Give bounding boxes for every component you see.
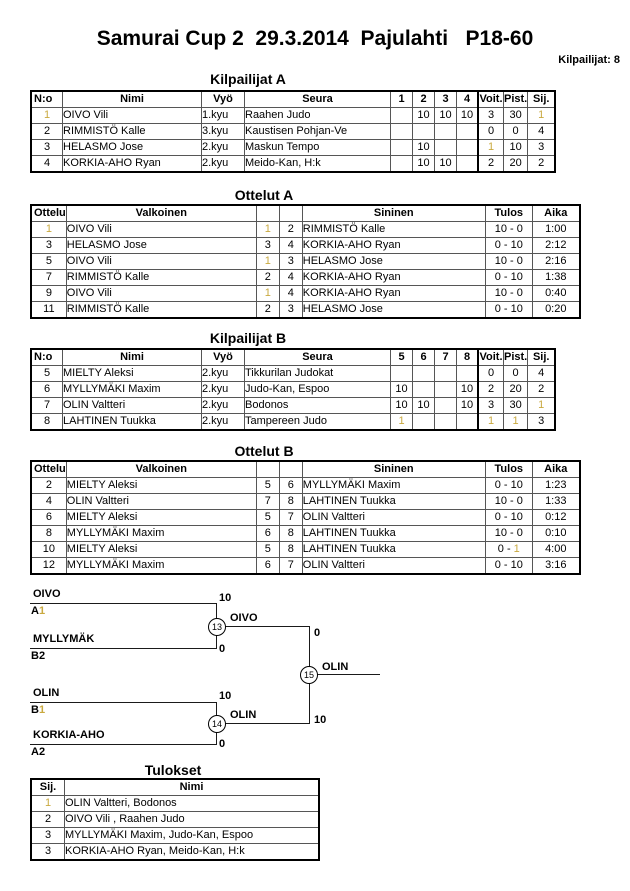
bracket-line bbox=[316, 674, 380, 675]
table-cell: 30 bbox=[504, 108, 528, 124]
table-cell bbox=[413, 414, 435, 431]
table-cell: 6 bbox=[31, 510, 66, 526]
table-cell: 10 bbox=[391, 382, 413, 398]
table-cell bbox=[457, 124, 479, 140]
table-cell: MYLLYMÄKI Maxim bbox=[66, 558, 256, 575]
column-header: Sij. bbox=[31, 779, 65, 796]
table-cell bbox=[391, 156, 413, 173]
table-cell: 2 bbox=[478, 156, 504, 173]
table-cell: 5 bbox=[256, 510, 279, 526]
table-cell bbox=[435, 382, 457, 398]
table-cell: 0 - 10 bbox=[485, 478, 532, 494]
table-cell: KORKIA-AHO Ryan bbox=[302, 286, 485, 302]
header-row bbox=[31, 205, 580, 222]
column-header: 3 bbox=[435, 91, 457, 108]
table-cell: 6 bbox=[31, 382, 63, 398]
table-cell: 0:40 bbox=[532, 286, 580, 302]
table-cell: 10 bbox=[391, 398, 413, 414]
column-header: Valkoinen bbox=[66, 205, 256, 222]
table-cell: 1 bbox=[256, 254, 279, 270]
column-header: N:o bbox=[31, 349, 63, 366]
table-cell bbox=[413, 382, 435, 398]
table-cell: MIELTY Aleksi bbox=[66, 542, 256, 558]
table-cell: 5 bbox=[256, 542, 279, 558]
table-cell: MYLLYMÄKI Maxim bbox=[66, 526, 256, 542]
table-row bbox=[31, 796, 319, 812]
table-cell: HELASMO Jose bbox=[66, 238, 256, 254]
table-cell: 10 - 0 bbox=[485, 254, 532, 270]
bracket-seed bbox=[31, 746, 45, 758]
bracket-seed bbox=[31, 605, 45, 617]
column-header: Sininen bbox=[302, 205, 485, 222]
table-cell: 1:00 bbox=[532, 222, 580, 238]
table-cell: 7 bbox=[279, 558, 302, 575]
table-cell: 20 bbox=[504, 382, 528, 398]
header-row bbox=[31, 91, 555, 108]
ottelut-b-table bbox=[30, 460, 581, 575]
table-cell: 0:10 bbox=[532, 526, 580, 542]
score-text: 0 - bbox=[497, 543, 514, 555]
bracket-line bbox=[30, 603, 216, 604]
table-cell: 5 bbox=[31, 254, 66, 270]
column-header: Pist. bbox=[504, 91, 528, 108]
table-cell: 1 bbox=[528, 108, 556, 124]
table-cell: 4 bbox=[31, 156, 63, 173]
table-cell: 0 bbox=[504, 366, 528, 382]
bracket-line bbox=[216, 626, 310, 627]
page-title: Samurai Cup 2 29.3.2014 Pajulahti P18-60 bbox=[96, 27, 534, 50]
table-cell: 3 bbox=[528, 140, 556, 156]
table-cell: 1 bbox=[31, 108, 63, 124]
column-header: Sininen bbox=[302, 461, 485, 478]
table-row bbox=[31, 558, 580, 575]
table-cell: 1 bbox=[31, 796, 65, 812]
table-cell: 6 bbox=[256, 526, 279, 542]
table-row bbox=[31, 140, 555, 156]
table-cell: LAHTINEN Tuukka bbox=[63, 414, 202, 431]
table-cell bbox=[457, 140, 479, 156]
table-cell: 3 bbox=[256, 238, 279, 254]
table-cell: MYLLYMÄKI Maxim bbox=[63, 382, 202, 398]
table-cell: OIVO Vili bbox=[66, 286, 256, 302]
table-cell: OLIN Valtteri bbox=[66, 494, 256, 510]
table-row bbox=[31, 238, 580, 254]
table-cell: 1:38 bbox=[532, 270, 580, 286]
table-cell: 4 bbox=[31, 494, 66, 510]
table-cell: Tikkurilan Judokat bbox=[245, 366, 391, 382]
table-cell: KORKIA-AHO Ryan, Meido-Kan, H:k bbox=[65, 844, 320, 861]
table-row bbox=[31, 812, 319, 828]
table-cell: OLIN Valtteri, Bodonos bbox=[65, 796, 320, 812]
column-header: Seura bbox=[245, 91, 391, 108]
table-row bbox=[31, 366, 555, 382]
table-cell: 1 bbox=[504, 414, 528, 431]
table-row bbox=[31, 222, 580, 238]
table-cell bbox=[391, 124, 413, 140]
table-cell: 9 bbox=[31, 286, 66, 302]
bracket-competitor: OIVO bbox=[33, 588, 61, 600]
table-cell: 10 bbox=[435, 108, 457, 124]
table-cell: 2 bbox=[31, 812, 65, 828]
table-cell: 1 bbox=[478, 414, 504, 431]
column-header: Sij. bbox=[528, 349, 556, 366]
table-cell: 3 bbox=[478, 398, 504, 414]
table-cell: 10 - 0 bbox=[485, 494, 532, 510]
table-cell: 4 bbox=[528, 366, 556, 382]
table-cell: 7 bbox=[279, 510, 302, 526]
table-cell bbox=[435, 398, 457, 414]
table-cell bbox=[435, 366, 457, 382]
column-header: 8 bbox=[457, 349, 479, 366]
header-row bbox=[31, 349, 555, 366]
table-cell: RIMMISTÖ Kalle bbox=[66, 270, 256, 286]
table-cell bbox=[391, 366, 413, 382]
table-cell: 1 bbox=[31, 222, 66, 238]
table-cell: Kaustisen Pohjan-Ve bbox=[245, 124, 391, 140]
table-cell: 7 bbox=[31, 270, 66, 286]
table-cell: 3.kyu bbox=[202, 124, 245, 140]
header-row bbox=[31, 461, 580, 478]
table-cell: 10 bbox=[31, 542, 66, 558]
table-cell: 3 bbox=[528, 414, 556, 431]
table-cell: OLIN Valtteri bbox=[63, 398, 202, 414]
bracket-seed bbox=[31, 704, 45, 716]
column-header: Valkoinen bbox=[66, 461, 256, 478]
table-cell: 3 bbox=[31, 844, 65, 861]
table-cell bbox=[435, 124, 457, 140]
column-header: Nimi bbox=[63, 91, 202, 108]
table-cell: OIVO Vili , Raahen Judo bbox=[65, 812, 320, 828]
table-cell: 2 bbox=[256, 270, 279, 286]
bracket-line bbox=[216, 723, 310, 724]
kilpailijat-b-table bbox=[30, 348, 556, 431]
table-cell: MIELTY Aleksi bbox=[66, 510, 256, 526]
table-cell: LAHTINEN Tuukka bbox=[302, 542, 485, 558]
column-header: Ottelu bbox=[31, 205, 66, 222]
table-cell: Bodonos bbox=[245, 398, 391, 414]
table-cell: 5 bbox=[256, 478, 279, 494]
seed-number: 2 bbox=[38, 746, 46, 758]
bracket-score: 10 bbox=[314, 714, 327, 726]
section-title-tulokset: Tulokset bbox=[144, 762, 202, 778]
table-cell: 5 bbox=[31, 366, 63, 382]
table-cell: 2 bbox=[279, 222, 302, 238]
table-cell: 12 bbox=[31, 558, 66, 575]
table-cell: 6 bbox=[279, 478, 302, 494]
table-cell: 0 - 10 bbox=[485, 558, 532, 575]
bracket-winner: OLIN bbox=[230, 709, 257, 721]
table-cell: 1 bbox=[478, 140, 504, 156]
table-cell: Maskun Tempo bbox=[245, 140, 391, 156]
table-row bbox=[31, 828, 319, 844]
table-cell: 20 bbox=[504, 156, 528, 173]
seed-number: 2 bbox=[38, 650, 46, 662]
table-cell: 1 bbox=[256, 222, 279, 238]
table-cell: 10 bbox=[457, 398, 479, 414]
table-cell: OIVO Vili bbox=[63, 108, 202, 124]
table-cell: 10 bbox=[413, 398, 435, 414]
table-cell bbox=[457, 414, 479, 431]
table-cell: 3 bbox=[279, 254, 302, 270]
table-cell: 4 bbox=[279, 270, 302, 286]
bracket-score: 0 bbox=[314, 627, 321, 639]
table-cell: 0:12 bbox=[532, 510, 580, 526]
table-cell: 10 - 0 bbox=[485, 222, 532, 238]
column-header bbox=[279, 461, 302, 478]
bracket-line bbox=[30, 744, 216, 745]
table-cell: LAHTINEN Tuukka bbox=[302, 526, 485, 542]
table-cell: 2 bbox=[528, 382, 556, 398]
bracket-match-number: 13 bbox=[208, 618, 226, 636]
column-header: Pist. bbox=[504, 349, 528, 366]
table-cell: 1 bbox=[256, 286, 279, 302]
column-header: 6 bbox=[413, 349, 435, 366]
column-header: Voit. bbox=[478, 349, 504, 366]
table-row bbox=[31, 254, 580, 270]
column-header: Sij. bbox=[528, 91, 556, 108]
table-cell: 8 bbox=[279, 494, 302, 510]
bracket-score: 0 bbox=[219, 643, 226, 655]
table-cell bbox=[413, 124, 435, 140]
table-cell: 4:00 bbox=[532, 542, 580, 558]
table-cell: OIVO Vili bbox=[66, 254, 256, 270]
header-row bbox=[31, 779, 319, 796]
score-text: 1 bbox=[513, 543, 520, 555]
table-row bbox=[31, 124, 555, 140]
table-cell: 3 bbox=[31, 828, 65, 844]
section-title-ottelut-b: Ottelut B bbox=[234, 443, 294, 459]
table-cell: 2 bbox=[31, 124, 63, 140]
table-cell: MIELTY Aleksi bbox=[66, 478, 256, 494]
table-cell: 2.kyu bbox=[202, 156, 245, 173]
table-cell: OLIN Valtteri bbox=[302, 510, 485, 526]
table-cell: KORKIA-AHO Ryan bbox=[302, 238, 485, 254]
competitors-count: Kilpailijat: 8 bbox=[558, 54, 620, 66]
table-cell: 2.kyu bbox=[202, 382, 245, 398]
table-row bbox=[31, 844, 319, 861]
table-row bbox=[31, 398, 555, 414]
table-row bbox=[31, 270, 580, 286]
table-cell: 3 bbox=[279, 302, 302, 319]
bracket-score: 0 bbox=[219, 738, 226, 750]
table-row bbox=[31, 156, 555, 173]
table-cell: 3 bbox=[31, 140, 63, 156]
column-header: 2 bbox=[413, 91, 435, 108]
column-header: Nimi bbox=[65, 779, 320, 796]
table-cell: 1:33 bbox=[532, 494, 580, 510]
bracket-line bbox=[30, 648, 216, 649]
table-cell: 0 bbox=[504, 124, 528, 140]
table-cell: 0 bbox=[478, 124, 504, 140]
column-header: Seura bbox=[245, 349, 391, 366]
table-cell: RIMMISTÖ Kalle bbox=[66, 302, 256, 319]
column-header: Nimi bbox=[63, 349, 202, 366]
table-cell: 2 bbox=[528, 156, 556, 173]
table-cell: 10 bbox=[457, 382, 479, 398]
table-cell: 2.kyu bbox=[202, 398, 245, 414]
table-cell: HELASMO Jose bbox=[302, 254, 485, 270]
table-cell bbox=[435, 414, 457, 431]
table-cell: KORKIA-AHO Ryan bbox=[63, 156, 202, 173]
seed-prefix: A bbox=[31, 746, 39, 758]
table-row bbox=[31, 510, 580, 526]
table-cell: 1 bbox=[528, 398, 556, 414]
table-cell: 10 bbox=[435, 156, 457, 173]
table-cell: 4 bbox=[279, 286, 302, 302]
table-cell: HELASMO Jose bbox=[63, 140, 202, 156]
table-cell: Tampereen Judo bbox=[245, 414, 391, 431]
seed-prefix: B bbox=[31, 704, 39, 716]
seed-prefix: A bbox=[31, 605, 39, 617]
seed-prefix: B bbox=[31, 650, 39, 662]
table-row bbox=[31, 414, 555, 431]
table-row bbox=[31, 526, 580, 542]
table-cell: MYLLYMÄKI Maxim bbox=[302, 478, 485, 494]
kilpailijat-a-table bbox=[30, 90, 556, 173]
table-cell: 8 bbox=[279, 542, 302, 558]
table-cell bbox=[457, 156, 479, 173]
column-header bbox=[256, 461, 279, 478]
table-cell: 2:16 bbox=[532, 254, 580, 270]
column-header bbox=[256, 205, 279, 222]
table-cell: LAHTINEN Tuukka bbox=[302, 494, 485, 510]
table-cell: 2.kyu bbox=[202, 414, 245, 431]
tulokset-table bbox=[30, 778, 320, 861]
table-cell: 10 bbox=[413, 108, 435, 124]
table-cell bbox=[457, 366, 479, 382]
table-cell: 8 bbox=[31, 414, 63, 431]
column-header: 7 bbox=[435, 349, 457, 366]
table-cell: 2 bbox=[256, 302, 279, 319]
table-cell: 6 bbox=[256, 558, 279, 575]
table-cell bbox=[413, 366, 435, 382]
column-header: 1 bbox=[391, 91, 413, 108]
table-cell: 10 bbox=[413, 156, 435, 173]
table-cell: 0:20 bbox=[532, 302, 580, 319]
table-cell: 0 - 10 bbox=[485, 270, 532, 286]
table-cell: 2.kyu bbox=[202, 140, 245, 156]
table-cell: 2.kyu bbox=[202, 366, 245, 382]
bracket-competitor: MYLLYMÄK bbox=[33, 633, 95, 645]
table-cell: 2 bbox=[478, 382, 504, 398]
table-row bbox=[31, 302, 580, 319]
table-cell: Raahen Judo bbox=[245, 108, 391, 124]
table-cell: 0 - 10 bbox=[485, 510, 532, 526]
column-header: Aika bbox=[532, 205, 580, 222]
table-cell bbox=[391, 140, 413, 156]
table-cell: 7 bbox=[31, 398, 63, 414]
ottelut-a-table bbox=[30, 204, 581, 319]
table-cell: Judo-Kan, Espoo bbox=[245, 382, 391, 398]
bracket-score: 10 bbox=[219, 592, 232, 604]
table-cell: 2 bbox=[31, 478, 66, 494]
section-title-ottelut-a: Ottelut A bbox=[234, 187, 294, 203]
bracket-winner: OIVO bbox=[230, 612, 258, 624]
column-header: Tulos bbox=[485, 461, 532, 478]
seed-number: 1 bbox=[38, 605, 46, 617]
table-row bbox=[31, 478, 580, 494]
section-title-kilpailijat-a: Kilpailijat A bbox=[210, 71, 286, 87]
table-cell: 3:16 bbox=[532, 558, 580, 575]
table-cell: RIMMISTÖ Kalle bbox=[302, 222, 485, 238]
table-cell: 1 bbox=[391, 414, 413, 431]
table-cell: 2:12 bbox=[532, 238, 580, 254]
table-cell: 8 bbox=[279, 526, 302, 542]
seed-number: 1 bbox=[38, 704, 46, 716]
table-cell: KORKIA-AHO Ryan bbox=[302, 270, 485, 286]
table-cell: 10 bbox=[457, 108, 479, 124]
table-cell: MIELTY Aleksi bbox=[63, 366, 202, 382]
table-cell bbox=[435, 140, 457, 156]
column-header: Ottelu bbox=[31, 461, 66, 478]
table-cell: 3 bbox=[478, 108, 504, 124]
bracket-seed bbox=[31, 650, 45, 662]
section-title-kilpailijat-b: Kilpailijat B bbox=[209, 330, 287, 346]
table-cell bbox=[485, 542, 532, 558]
table-cell: 4 bbox=[279, 238, 302, 254]
table-row bbox=[31, 542, 580, 558]
table-cell: 0 - 10 bbox=[485, 238, 532, 254]
table-cell: 10 - 0 bbox=[485, 526, 532, 542]
bracket-match-number: 14 bbox=[208, 715, 226, 733]
table-cell: 30 bbox=[504, 398, 528, 414]
column-header: Voit. bbox=[478, 91, 504, 108]
column-header: Vyö bbox=[202, 91, 245, 108]
table-cell: 10 bbox=[504, 140, 528, 156]
table-cell: Meido-Kan, H:k bbox=[245, 156, 391, 173]
table-cell: 7 bbox=[256, 494, 279, 510]
table-row bbox=[31, 108, 555, 124]
bracket-score: 10 bbox=[219, 690, 232, 702]
column-header bbox=[279, 205, 302, 222]
table-row bbox=[31, 286, 580, 302]
table-cell: RIMMISTÖ Kalle bbox=[63, 124, 202, 140]
table-cell: 0 - 10 bbox=[485, 302, 532, 319]
table-row bbox=[31, 382, 555, 398]
column-header: 5 bbox=[391, 349, 413, 366]
table-cell: 4 bbox=[528, 124, 556, 140]
table-cell: MYLLYMÄKI Maxim, Judo-Kan, Espoo bbox=[65, 828, 320, 844]
table-cell: 0 bbox=[478, 366, 504, 382]
column-header: N:o bbox=[31, 91, 63, 108]
table-cell: 3 bbox=[31, 238, 66, 254]
bracket-match-number: 15 bbox=[300, 666, 318, 684]
table-cell: HELASMO Jose bbox=[302, 302, 485, 319]
bracket-line bbox=[30, 702, 216, 703]
column-header: 4 bbox=[457, 91, 479, 108]
bracket-competitor: KORKIA-AHO bbox=[33, 729, 105, 741]
table-cell: OIVO Vili bbox=[66, 222, 256, 238]
table-cell: OLIN Valtteri bbox=[302, 558, 485, 575]
table-cell: 10 bbox=[413, 140, 435, 156]
table-row bbox=[31, 494, 580, 510]
table-cell: 10 - 0 bbox=[485, 286, 532, 302]
bracket-competitor: OLIN bbox=[33, 687, 60, 699]
column-header: Aika bbox=[532, 461, 580, 478]
table-cell bbox=[391, 108, 413, 124]
column-header: Tulos bbox=[485, 205, 532, 222]
column-header: Vyö bbox=[202, 349, 245, 366]
table-cell: 11 bbox=[31, 302, 66, 319]
bracket-winner: OLIN bbox=[322, 661, 349, 673]
table-cell: 1:23 bbox=[532, 478, 580, 494]
table-cell: 8 bbox=[31, 526, 66, 542]
table-cell: 1.kyu bbox=[202, 108, 245, 124]
